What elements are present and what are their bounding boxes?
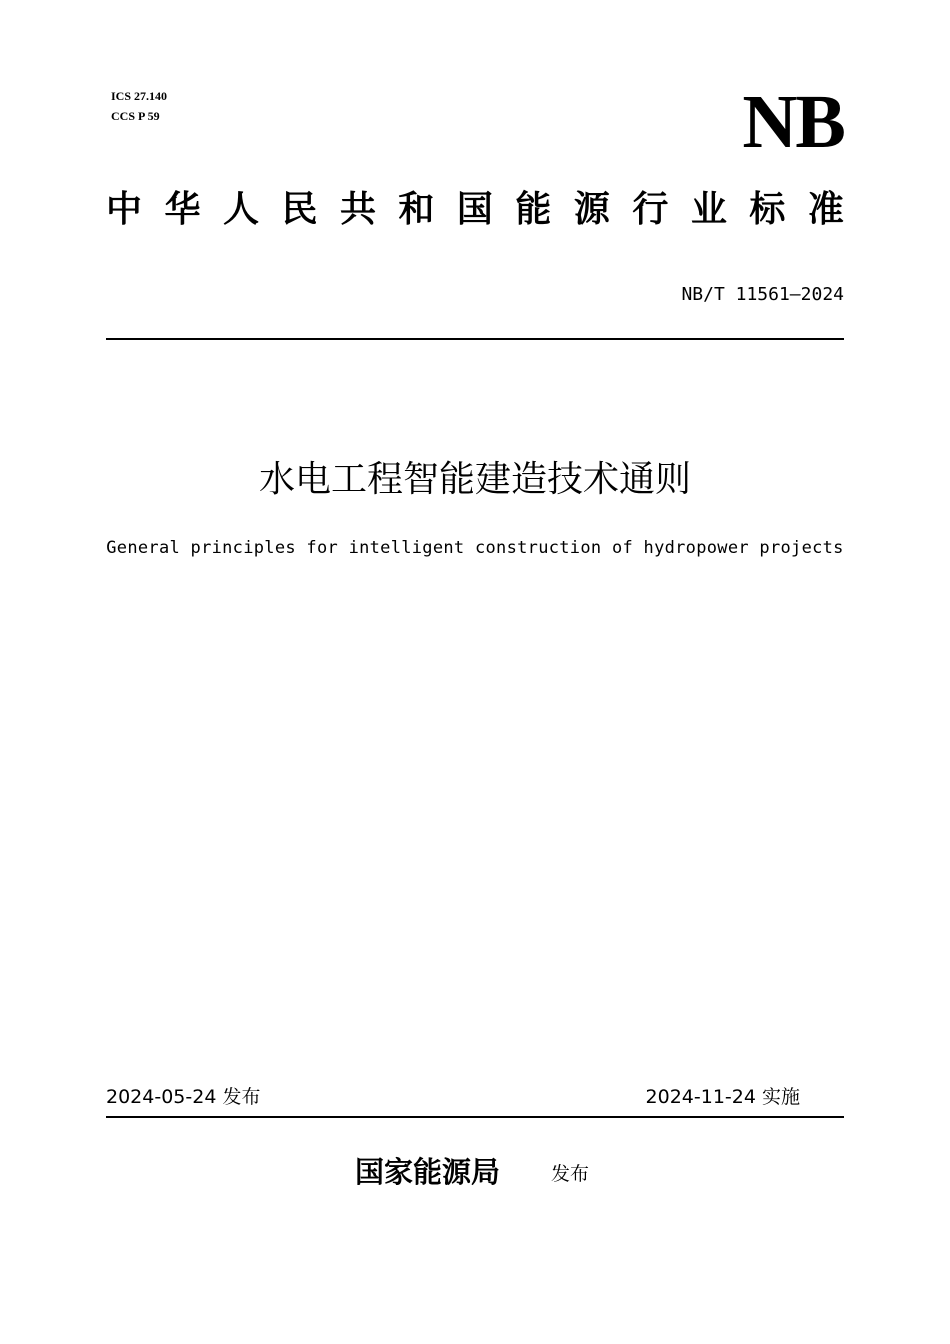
org-char: 中 xyxy=(106,189,143,230)
org-char: 国 xyxy=(456,189,493,230)
issuer-action: 发布 xyxy=(551,1163,590,1185)
implementation-date: 2024-11-24 实施 xyxy=(645,1086,800,1108)
org-char: 标 xyxy=(749,189,786,230)
org-char: 源 xyxy=(573,189,610,230)
ccs-code: CCS P 59 xyxy=(111,109,160,123)
org-char: 行 xyxy=(632,189,669,230)
top-divider xyxy=(106,338,844,340)
org-char: 和 xyxy=(398,189,435,230)
organization-title xyxy=(106,186,844,234)
org-char: 民 xyxy=(281,189,318,230)
issuer-name: 国家能源局 xyxy=(355,1155,501,1189)
org-char: 华 xyxy=(164,189,201,230)
bottom-divider xyxy=(106,1116,844,1118)
classification-codes xyxy=(111,86,167,126)
standard-number: NB/T 11561—2024 xyxy=(681,284,844,305)
org-char: 能 xyxy=(515,189,552,230)
chinese-title: 水电工程智能建造技术通则 xyxy=(258,459,691,500)
ics-code: ICS 27.140 xyxy=(111,89,168,103)
org-char: 人 xyxy=(222,189,259,230)
org-char: 准 xyxy=(807,189,844,230)
org-char: 业 xyxy=(690,189,727,230)
nb-logo: NB xyxy=(742,80,844,164)
english-title: General principles for intelligent construction of hydropower projects xyxy=(106,538,844,558)
issue-date: 2024-05-24 发布 xyxy=(106,1086,261,1108)
org-char: 共 xyxy=(339,189,376,230)
